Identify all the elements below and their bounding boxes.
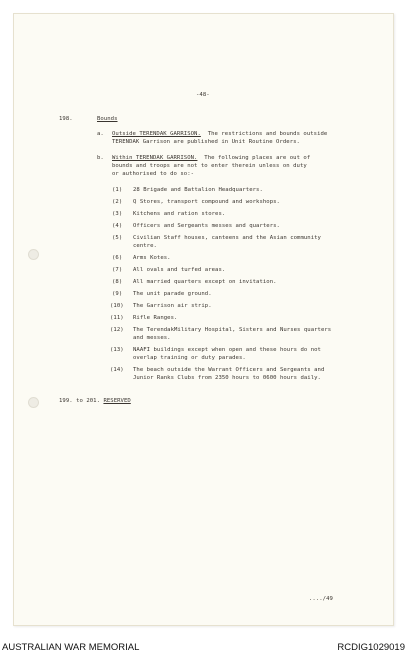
item-number: (3) bbox=[112, 211, 123, 217]
item-text-continued: and messes. bbox=[133, 335, 171, 341]
page-number: -48- bbox=[196, 92, 210, 98]
item-number: (7) bbox=[112, 267, 123, 273]
item-text: The TerendakMilitary Hospital, Sisters and Nurses quarters bbox=[133, 327, 332, 333]
item-number: (9) bbox=[112, 291, 123, 297]
item-number: (11) bbox=[110, 315, 124, 321]
reserved-prefix: 199. to 201. bbox=[59, 398, 101, 404]
punch-hole bbox=[28, 249, 39, 260]
para-a-line-2: TERENDAK Garrison are published in Unit Routine Orders. bbox=[112, 139, 300, 145]
para-a-heading: Outside TERENDAK GARRISON. bbox=[112, 131, 201, 137]
item-number: (5) bbox=[112, 235, 123, 241]
item-text: Q Stores, transport compound and workshops. bbox=[133, 199, 280, 205]
item-text: Civilian Staff houses, canteens and the Asian community bbox=[133, 235, 321, 241]
para-b-text: The following places are out of bbox=[204, 155, 311, 161]
item-number: (8) bbox=[112, 279, 123, 285]
para-a-line-1 bbox=[112, 131, 327, 138]
item-text: The unit parade ground. bbox=[133, 291, 212, 297]
item-text: NAAFI buildings except when open and these hours do not bbox=[133, 347, 321, 353]
para-a-text: The restrictions and bounds outside bbox=[207, 131, 328, 137]
item-number: (1) bbox=[112, 187, 123, 193]
item-text: Rifle Ranges. bbox=[133, 315, 178, 321]
para-b-heading: Within TERENDAK GARRISON. bbox=[112, 155, 198, 161]
document-page bbox=[13, 13, 394, 626]
para-b-line-3: or authorised to do so:- bbox=[112, 171, 195, 177]
item-number: (14) bbox=[110, 367, 124, 373]
continuation-marker: ..../49 bbox=[309, 596, 333, 602]
item-text: All married quarters except on invitation. bbox=[133, 279, 277, 285]
section-title: Bounds bbox=[97, 116, 118, 122]
para-b-line-1 bbox=[112, 155, 310, 162]
item-text: All ovals and turfed areas. bbox=[133, 267, 226, 273]
item-text: Kitchens and ration stores. bbox=[133, 211, 226, 217]
item-number: (13) bbox=[110, 347, 124, 353]
item-text: 28 Brigade and Battalion Headquarters. bbox=[133, 187, 263, 193]
item-number: (10) bbox=[110, 303, 124, 309]
item-text: The beach outside the Warrant Officers and Sergeants and bbox=[133, 367, 325, 373]
reserved-word: RESERVED bbox=[103, 398, 131, 404]
item-text: Arms Kotes. bbox=[133, 255, 171, 261]
para-b-letter: b. bbox=[97, 155, 104, 161]
archive-footer bbox=[0, 635, 408, 654]
footer-source: AUSTRALIAN WAR MEMORIAL bbox=[2, 642, 140, 653]
reserved-line bbox=[59, 398, 131, 405]
para-a-letter: a. bbox=[97, 131, 104, 137]
item-number: (2) bbox=[112, 199, 123, 205]
item-text: Officers and Sergeants messes and quarters. bbox=[133, 223, 280, 229]
item-number: (4) bbox=[112, 223, 123, 229]
item-number: (6) bbox=[112, 255, 123, 261]
section-number: 198. bbox=[59, 116, 73, 122]
punch-hole bbox=[28, 397, 39, 408]
item-text-continued: centre. bbox=[133, 243, 157, 249]
footer-reference: RCDIG1029019 bbox=[337, 642, 405, 653]
item-text-continued: overlap training or duty parades. bbox=[133, 355, 246, 361]
para-b-line-2: bounds and troops are not to enter therein unless on duty bbox=[112, 163, 307, 169]
item-text: The Garrison air strip. bbox=[133, 303, 212, 309]
item-text-continued: Junior Ranks Clubs from 2350 hours to 0600 hours daily. bbox=[133, 375, 321, 381]
item-number: (12) bbox=[110, 327, 124, 333]
